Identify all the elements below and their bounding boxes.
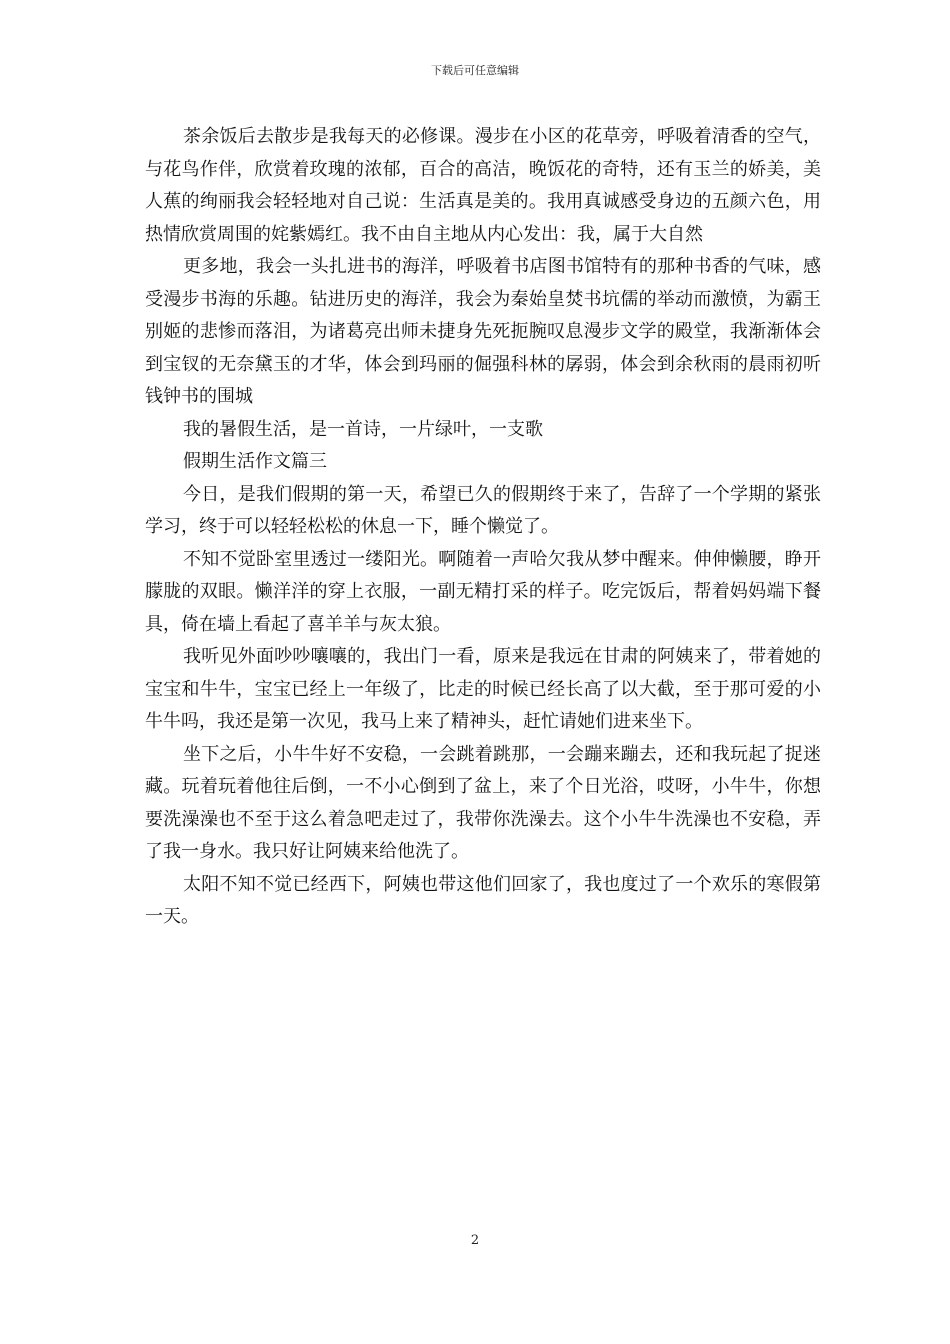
paragraph: 更多地，我会一头扎进书的海洋，呼吸着书店图书馆特有的那种书香的气味，感受漫步书海的乐趣。钻进历史的海洋，我会为秦始皇焚书坑儒的举动而激愤，为霸王别姬的悲惨而落泪，为诸葛亮出师未捷身先死扼腕叹息漫步文学的殿堂，我渐渐体会到宝钗的无奈黛玉的才华，体会到玛丽的倔强科林的孱弱，体会到余秋雨的晨雨初听钱钟书的围城 <box>145 256 821 407</box>
paragraph: 我听见外面吵吵嚷嚷的，我出门一看，原来是我远在甘肃的阿姨来了，带着她的宝宝和牛牛，宝宝已经上一年级了，比走的时候已经长高了以大截，至于那可爱的小牛牛吗，我还是第一次见，我马上来了精神头，赶忙请她们进来坐下。 <box>145 646 821 732</box>
section-heading: 假期生活作文篇三 <box>183 451 327 472</box>
paragraph: 我的暑假生活，是一首诗，一片绿叶，一支歌 <box>183 418 543 440</box>
page-header: 下载后可任意编辑 <box>431 64 519 77</box>
document-body <box>145 121 821 934</box>
paragraph: 不知不觉卧室里透过一缕阳光。啊随着一声哈欠我从梦中醒来。伸伸懒腰，睁开朦胧的双眼。懒洋洋的穿上衣服，一副无精打采的样子。吃完饭后，帮着妈妈端下餐具，倚在墙上看起了喜羊羊与灰太狼。 <box>145 548 821 635</box>
paragraph: 坐下之后，小牛牛好不安稳，一会跳着跳那，一会蹦来蹦去，还和我玩起了捉迷藏。玩着玩着他往后倒，一不小心倒到了盆上，来了个日光浴，哎呀，小牛牛，你想要洗澡澡也不至于这么着急吧走过了，我带你洗澡去。这个小牛牛洗澡也不安稳，弄了我一身水。我只好让阿姨来给他洗了。 <box>145 743 821 862</box>
page-number: 2 <box>470 1233 480 1248</box>
paragraph: 茶余饭后去散步是我每天的必修课。漫步在小区的花草旁，呼吸着清香的空气，与花鸟作伴，欣赏着玫瑰的浓郁，百合的高洁，晚饭花的奇特，还有玉兰的娇美，美人蕉的绚丽我会轻轻地对自己说：生活真是美的。我用真诚感受身边的五颜六色，用热情欣赏周围的姹紫嫣红。我不由自主地从内心发出：我，属于大自然 <box>145 126 821 245</box>
paragraph: 今日，是我们假期的第一天，希望已久的假期终于来了，告辞了一个学期的紧张学习，终于可以轻轻松松的休息一下，睡个懒觉了。 <box>145 483 821 537</box>
paragraph: 太阳不知不觉已经西下，阿姨也带这他们回家了，我也度过了一个欢乐的寒假第一天。 <box>145 873 821 927</box>
